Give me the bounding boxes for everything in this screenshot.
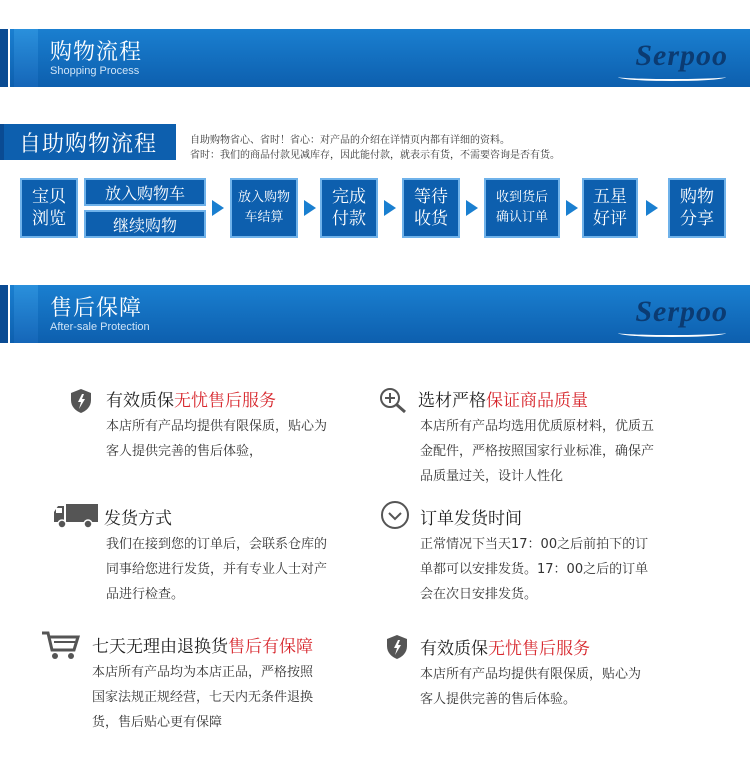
item-title-warranty: 有效质保无忧售后服务: [420, 639, 590, 659]
banner-subtitle: Shopping Process: [50, 65, 140, 77]
flow-step-await-delivery: 等待 收货: [402, 178, 460, 238]
banner-stripe: [14, 29, 38, 87]
flow-arrow: [646, 200, 658, 216]
flow-step-confirm-order: 收到货后 确认订单: [484, 178, 560, 238]
item-title-ship-time: 订单发货时间: [420, 509, 522, 529]
flow-step-continue-shopping: 继续购物: [84, 210, 206, 238]
shield-icon: [70, 388, 92, 418]
flow-arrow: [566, 200, 578, 216]
self-service-note: 自助购物省心、省时！省心：对产品的介绍在详情页内都有详细的资料。: [190, 135, 510, 146]
brand-logo: Serpoo: [635, 39, 728, 72]
item-body-shipping: 我们在接到您的订单后，会联系仓库的 同事给您进行发货，并有专业人士对产 品进行检查。: [106, 537, 328, 602]
truck-icon: [52, 502, 100, 534]
flow-step-checkout: 放入购物 车结算: [230, 178, 298, 238]
item-body-warranty: 本店所有产品均提供有限保质，贴心为 客人提供完善的售后体验。: [420, 667, 642, 707]
brand-logo: Serpoo: [635, 295, 728, 328]
item-title-material: 选材严格保证商品质量: [418, 391, 588, 411]
item-body-ship-time: 正常情况下当天17：00之后前拍下的订 单都可以安排发货。17：00之后的订单 会在次日安排发货。: [420, 537, 649, 602]
banner-title: 购物流程: [50, 40, 143, 65]
logo-swoosh: [618, 73, 726, 81]
flow-step-five-star: 五星 好评: [582, 178, 638, 238]
item-body-warranty: 本店所有产品均提供有限保质，贴心为 客人提供完善的售后体验，: [106, 419, 328, 459]
banner-stripe: [0, 285, 10, 343]
item-title-warranty: 有效质保无忧售后服务: [106, 391, 276, 411]
banner-stripe: [14, 285, 38, 343]
banner-stripe: [0, 29, 10, 87]
flow-arrow: [212, 200, 224, 216]
item-body-material: 本店所有产品均选用优质原材料，优质五 金配件，严格按照国家行业标准，确保产 品质量过关，设计人性化: [420, 419, 655, 484]
item-title-returns: 七天无理由退换货售后有保障: [92, 637, 313, 657]
cart-icon: [40, 630, 80, 664]
flow-arrow: [304, 200, 316, 216]
shield-icon: [386, 634, 408, 664]
flow-step-add-to-cart: 放入购物车: [84, 178, 206, 206]
clock-icon: [380, 500, 410, 534]
self-service-title: 自助购物流程: [0, 124, 176, 160]
flow-arrow: [384, 200, 396, 216]
flow-step-browse: 宝贝 浏览: [20, 178, 78, 238]
flow-step-share: 购物 分享: [668, 178, 726, 238]
magnifier-plus-icon: [378, 386, 408, 418]
item-title-shipping: 发货方式: [104, 509, 172, 529]
banner-subtitle: After-sale Protection: [50, 321, 150, 333]
flow-step-pay: 完成 付款: [320, 178, 378, 238]
logo-swoosh: [618, 329, 726, 337]
shopping-process-banner: [0, 29, 750, 87]
after-sale-banner: [0, 285, 750, 343]
flow-arrow: [466, 200, 478, 216]
self-service-note: 省时：我们的商品付款见减库存，因此能付款，就表示有货，不需要咨询是否有货。: [190, 150, 560, 161]
banner-title: 售后保障: [50, 296, 143, 321]
item-body-returns: 本店所有产品均为本店正品，严格按照 国家法规正规经营，七天内无条件退换 货，售后贴心更有保障: [92, 665, 314, 730]
